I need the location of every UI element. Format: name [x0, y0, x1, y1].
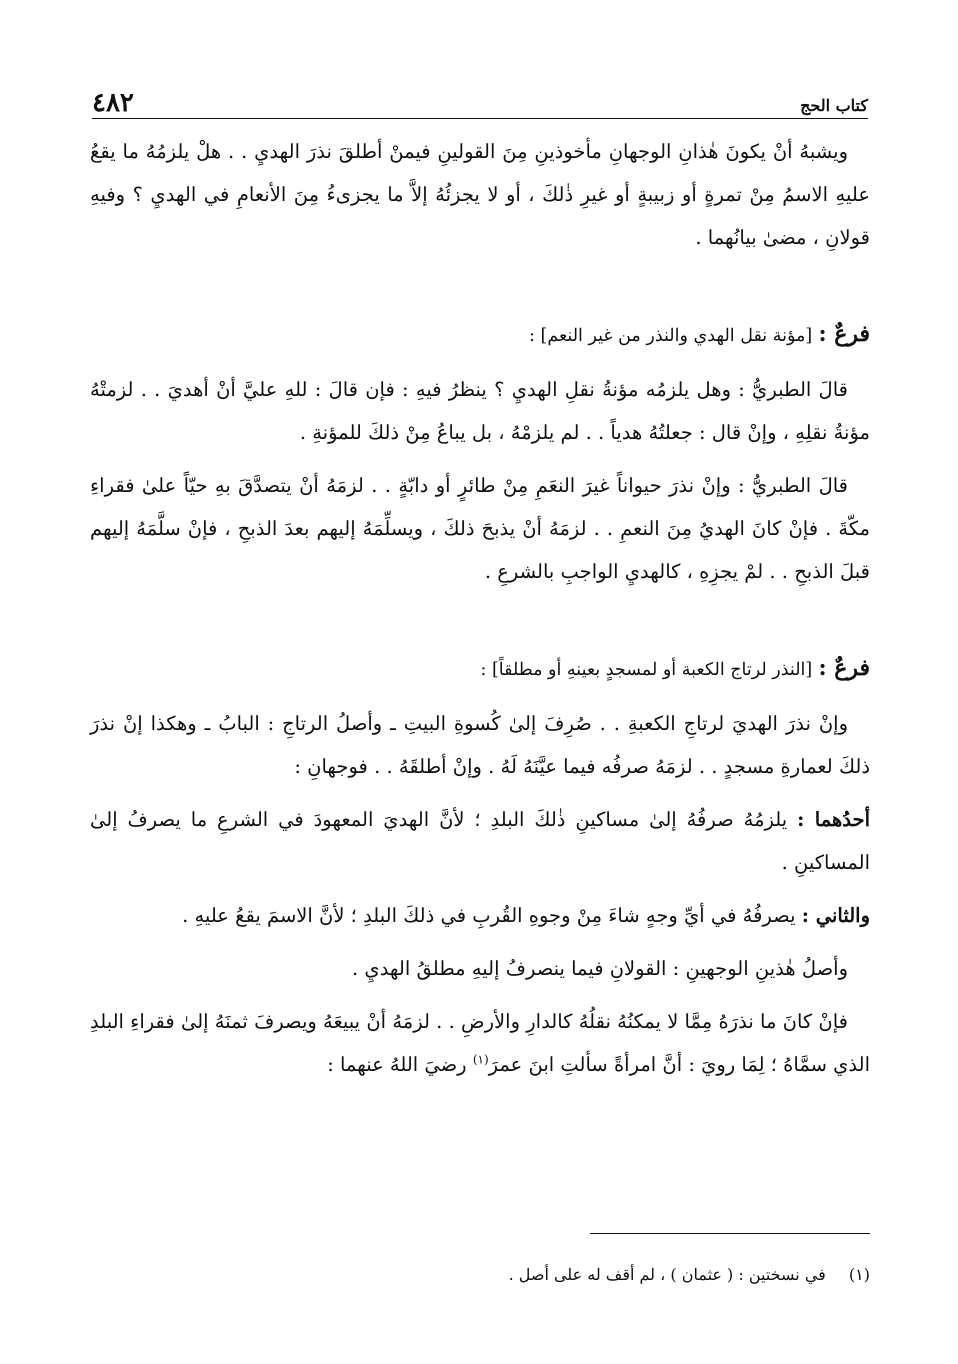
- footnote-number: (١): [848, 1265, 870, 1284]
- page-body: [90, 130, 870, 1086]
- branch-label-2: فرعٌ :: [818, 655, 870, 681]
- paragraph-6-text: يصرفُهُ في أيِّ وجهٍ شاءَ مِنْ وجوهِ القُربِ في ذلكَ البلدِ ؛ لأنَّ الاسمَ يقعُ عليهِ .: [182, 904, 796, 927]
- running-title: كتاب الحج: [800, 96, 868, 115]
- branch-title-2: [النذر لرتاج الكعبة أو لمسجدٍ بعينهِ أو مطلقاً] :: [480, 660, 813, 680]
- paragraph-8-text-b: رضيَ اللهُ عنهما :: [327, 1053, 467, 1076]
- paragraph-6-lead: والثاني :: [801, 904, 870, 927]
- branch-heading-1: [90, 313, 870, 358]
- paragraph-3: قالَ الطبريُّ : وإنْ نذرَ حيواناً غيرَ النعَمِ مِنْ طائرٍ أو دابّةٍ . . لزمَهُ أنْ يتصدَّقَ بهِ حيّاً علىٰ فقراءِ مكّةَ . فإنْ كانَ الهديُ مِنَ النعمِ . . لزمَهُ أنْ يذبحَ ذلكَ ، ويسلِّمَهُ إليهم بعدَ الذبحِ ، فإنْ سلَّمَهُ إليهم قبلَ الذبحِ . . لمْ يجزِهِ ، كالهديِ الواجبِ بالشرعِ .: [90, 474, 870, 583]
- branch-title-1: [مؤنة نقل الهدي والنذر من غير النعم] :: [529, 326, 813, 346]
- footnote-reference[interactable]: (١): [472, 1052, 489, 1067]
- paragraph-2: قالَ الطبريُّ : وهل يلزمُه مؤنةُ نقلِ الهديِ ؟ ينظرُ فيهِ : فإن قالَ : للهِ عليَّ أنْ أهديَ . . لزمتْهُ مؤنةُ نقلِهِ ، وإنْ قال : جعلتُهُ هدياً . . لم يلزمْهُ ، بل يباعُ مِنْ ذلكَ للمؤنةِ .: [90, 378, 870, 444]
- page-header: [92, 84, 868, 119]
- page-number: ٤٨٢: [92, 88, 134, 118]
- branch-heading-2: [90, 647, 870, 692]
- paragraph-1: ويشبهُ أنْ يكونَ هٰذانِ الوجهانِ مأخوذينِ مِنَ القولينِ فيمنْ أطلقَ نذرَ الهديِ . . هلْ يلزمُهُ ما يقعُ عليهِ الاسمُ مِنْ تمرةٍ أو زبيبةٍ أو غيرِ ذٰلكَ ، أو لا يجزئُهُ إلاَّ ما يجزىءُ مِنَ الأنعامِ في الهديِ ؟ وفيهِ قولانِ ، مضىٰ بيانُهما .: [90, 140, 870, 249]
- branch-label-1: فرعٌ :: [818, 321, 870, 347]
- paragraph-8: [90, 1000, 870, 1086]
- footnote-text: في نسختين : ( عثمان ) ، لم أقف له على أصل .: [508, 1265, 826, 1284]
- paragraph-7: وأصلُ هٰذينِ الوجهينِ : القولانِ فيما ينصرفُ إليهِ مطلقُ الهديِ .: [352, 957, 848, 980]
- footnote-divider: [590, 1233, 870, 1234]
- paragraph-4: وإنْ نذرَ الهديَ لرتاجِ الكعبةِ . . صُرِفَ إلىٰ كُسوةِ البيتِ ـ وأصلُ الرتاجِ : البابُ ـ وهكذا إنْ نذرَ ذلكَ لعمارةِ مسجدٍ . . لزمَهُ صرفُه فيما عيَّنَهُ لَهُ . وإنْ أطلقَهُ . . فوجهانِ :: [90, 712, 870, 778]
- paragraph-6: [90, 894, 870, 937]
- paragraph-5: [90, 798, 870, 884]
- paragraph-8-text-a: فإنْ كانَ ما نذرَهُ مِمَّا لا يمكنُهُ نقلُهُ كالدارِ والأرضِ . . لزمَهُ أنْ يبيعَهُ ويصرفَ ثمنَهُ إلىٰ فقراءِ البلدِ الذي سمَّاهُ ؛ لِمَا رويَ : أنَّ امرأةً سألتِ ابنَ عمرَ: [90, 1010, 870, 1076]
- footnote: [90, 1262, 870, 1288]
- paragraph-5-lead: أحدُهما :: [797, 808, 870, 831]
- paragraph-5-text: يلزمُهُ صرفُهُ إلىٰ مساكينِ ذٰلكَ البلدِ ؛ لأنَّ الهديَ المعهودَ في الشرعِ ما يصرفُ إلىٰ المساكينِ .: [90, 808, 870, 874]
